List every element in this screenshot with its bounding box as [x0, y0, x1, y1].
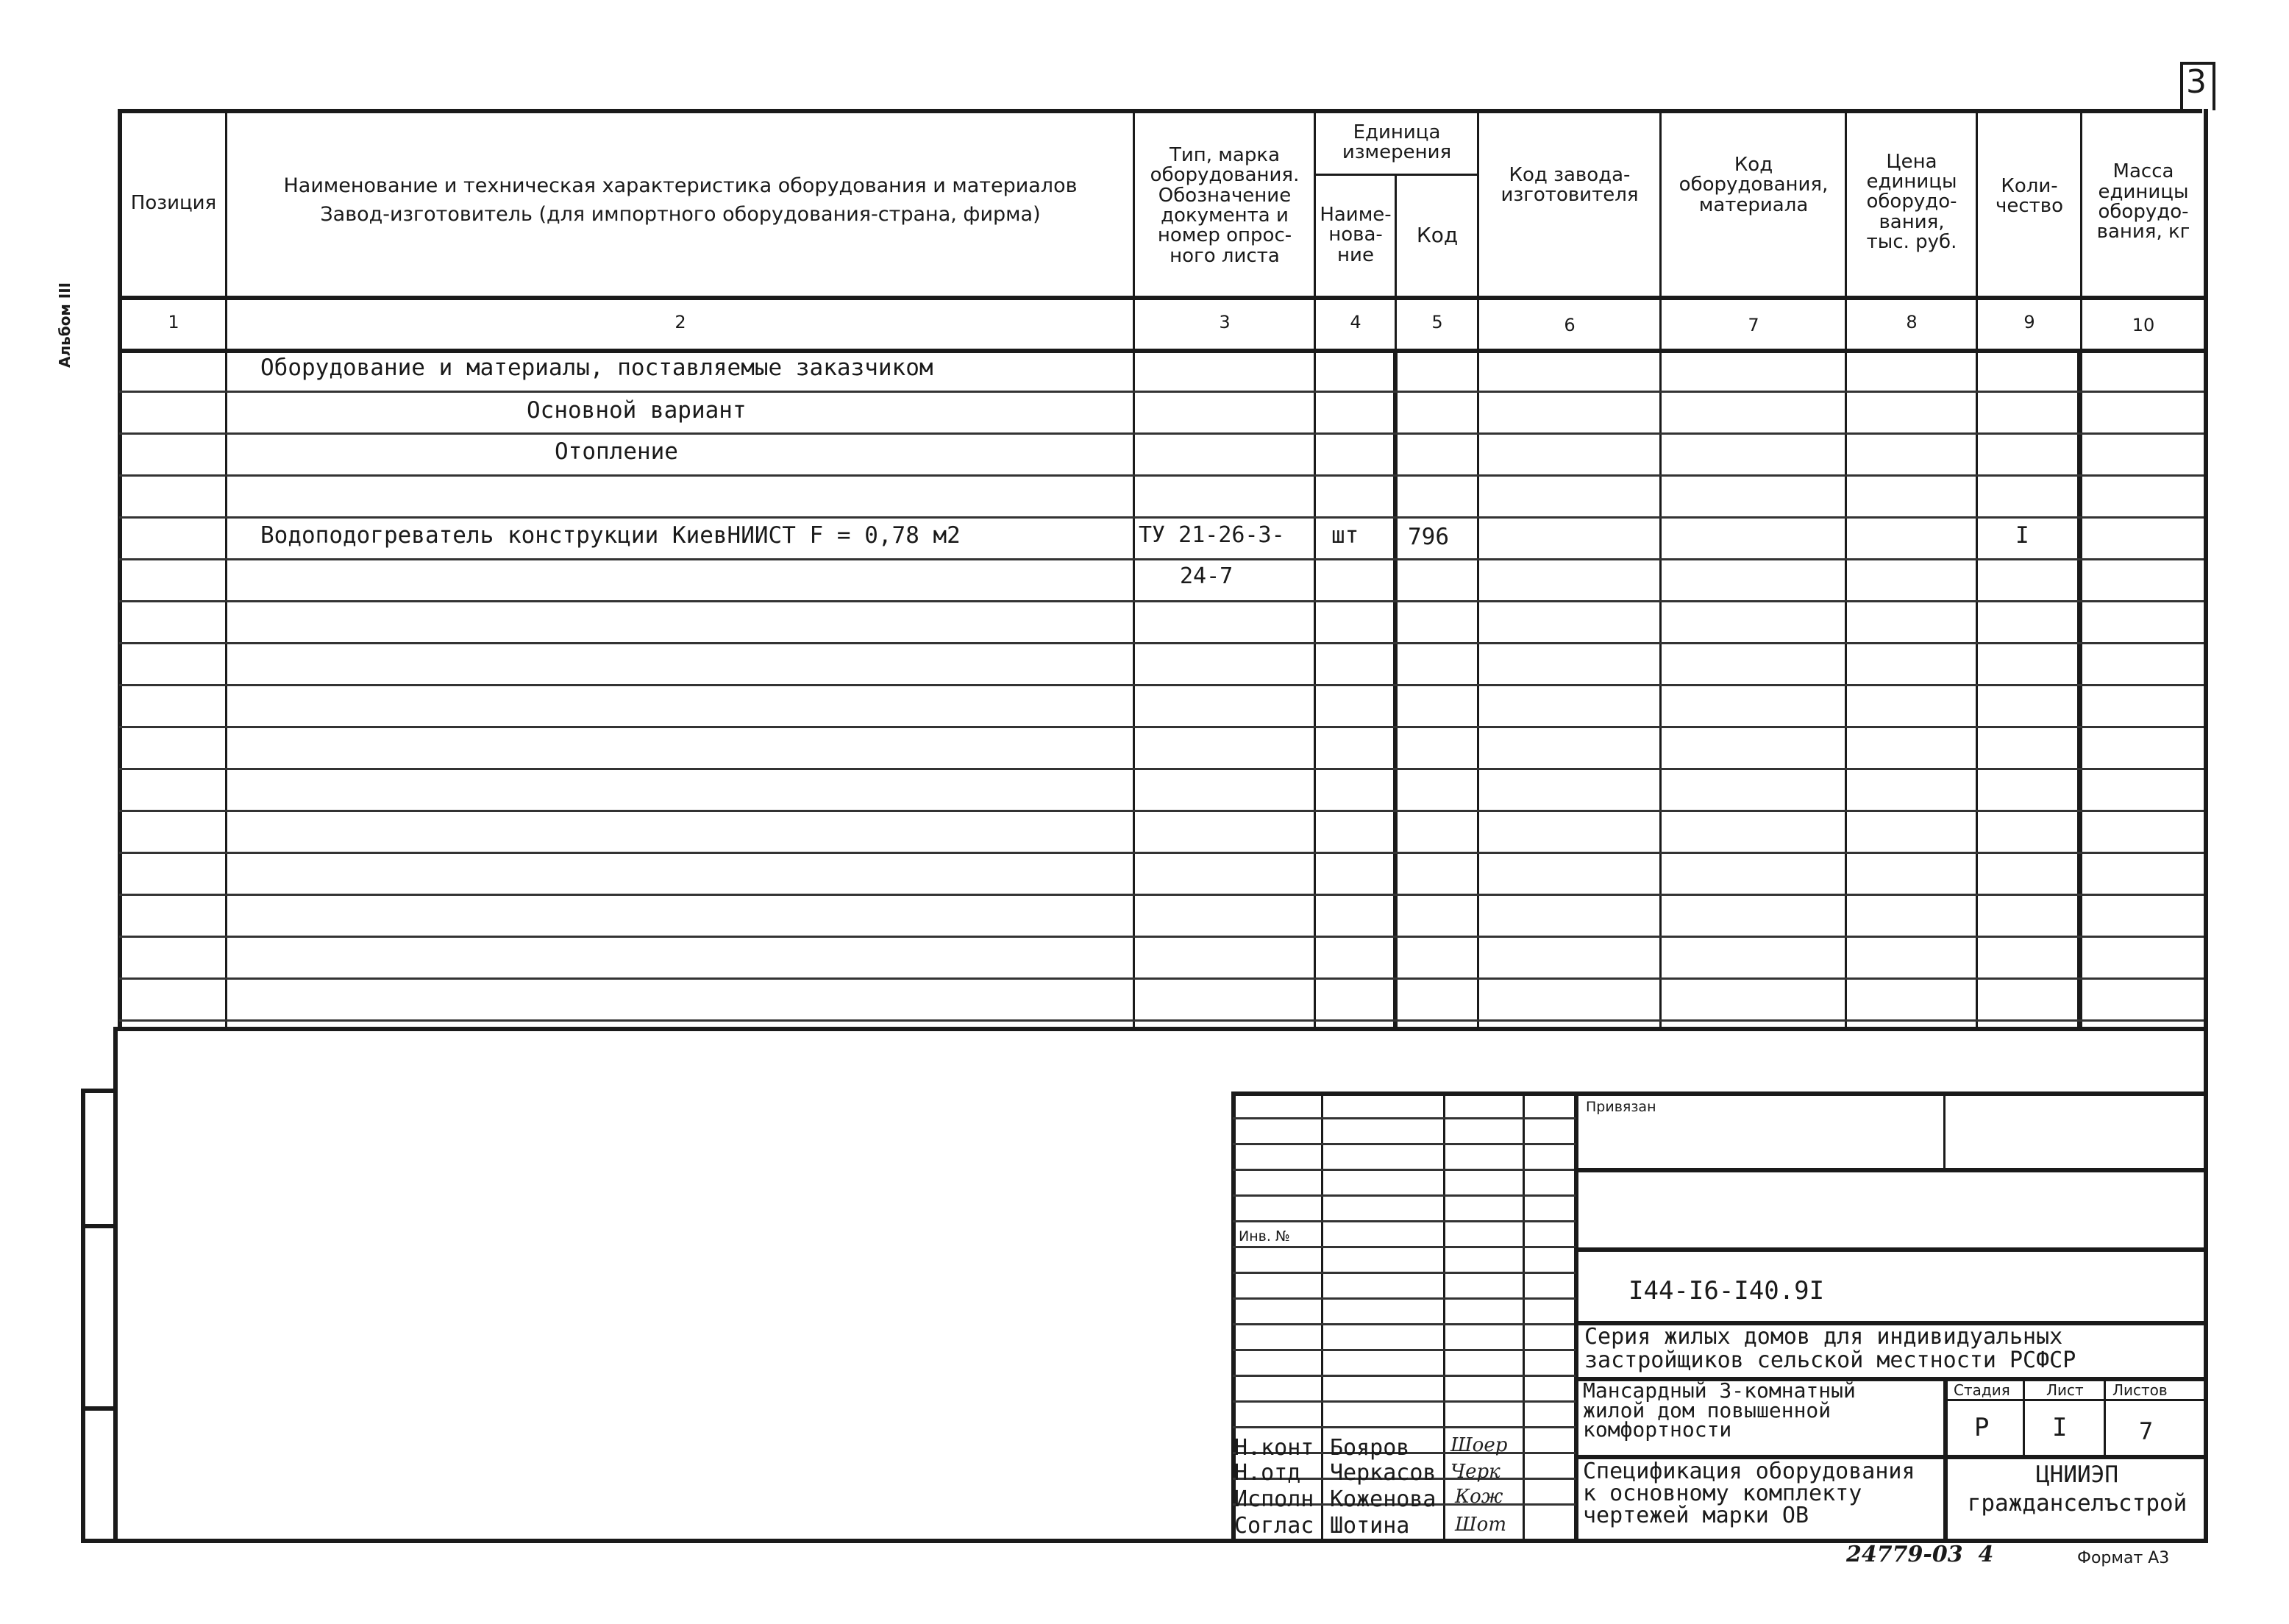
col-num: 2 [674, 312, 686, 332]
col-header-name: Наименование и техническая характеристика оборудования и материалов Завод-изготовитель (для импортного оборудования-страна, фирма) [283, 174, 1078, 226]
col-num: 9 [2023, 312, 2035, 332]
role: Соглас [1234, 1513, 1314, 1539]
row-item-name: Водоподогреватель конструкции КиевНИИСТ F = 0,78 м2 [260, 522, 961, 549]
document-title: Спецификация оборудования к основному комплекту чертежей марки ОВ [1583, 1459, 1915, 1528]
inv-number-label: Инв. № [1239, 1228, 1290, 1244]
title-block-row-line [1233, 1220, 1576, 1222]
col-header-price: Цена единицы оборудо- вания, тыс. руб. [1866, 150, 1957, 253]
title-block-row-line [1233, 1375, 1576, 1377]
title-block-row-line [1233, 1272, 1576, 1274]
row-line [119, 516, 2204, 519]
title-block-row-line [1233, 1297, 1576, 1300]
row-line [119, 558, 2204, 560]
series-title: Серия жилых домов для индивидуальных застройщиков сельской местности РСФСР [1584, 1324, 2076, 1373]
signature: Черк [1450, 1461, 1501, 1483]
row-item-unit: шт [1331, 522, 1359, 549]
col-header-factory-code: Код завода- изготовителя [1501, 163, 1639, 206]
col-num: 6 [1564, 315, 1576, 335]
col-header-unit-group: Единица измерения [1342, 121, 1452, 163]
col-num: 3 [1219, 312, 1231, 332]
sheets-value: 7 [2139, 1417, 2154, 1445]
row-line [119, 432, 2204, 435]
privyazan-label: Привязан [1586, 1099, 1656, 1115]
col-num: 4 [1350, 312, 1361, 332]
row-line [119, 642, 2204, 644]
col-num: 8 [1906, 312, 1918, 332]
row-line [119, 936, 2204, 938]
row-line [119, 977, 2204, 980]
title-block-row-line [1233, 1426, 1576, 1428]
col-header-equipment-code: Код оборудования, материала [1679, 154, 1829, 216]
footer-format: Формат А3 [2077, 1549, 2170, 1567]
col-num: 5 [1431, 312, 1443, 332]
title-block-row-line [1233, 1117, 1576, 1119]
sheet-value: I [2052, 1413, 2068, 1442]
col-header-unit-name: Наиме- нова- ние [1320, 204, 1392, 266]
col-header-unit-code: Код [1416, 223, 1459, 248]
person-name: Шотина [1330, 1513, 1410, 1539]
col-num: 7 [1748, 315, 1759, 335]
row-line [119, 894, 2204, 896]
title-block-row-line [1233, 1246, 1576, 1248]
row-item-qty: I [2015, 522, 2029, 549]
sheet-label: Лист [2046, 1381, 2084, 1399]
row-line [119, 474, 2204, 477]
row-line [119, 684, 2204, 686]
person-name: Коженова [1330, 1486, 1437, 1512]
title-block-row-line [1233, 1143, 1576, 1145]
document-code: I44-I6-I40.9I [1628, 1276, 1825, 1306]
col-header-mass: Масса единицы оборудо- вания, кг [2096, 160, 2190, 243]
row-line [119, 810, 2204, 812]
row-line [119, 768, 2204, 770]
row-line [119, 726, 2204, 728]
row-line [119, 852, 2204, 854]
row-item-code: 796 [1408, 524, 1449, 550]
row-line [119, 1019, 2204, 1022]
col-header-position: Позиция [130, 192, 217, 215]
row-item-type: ТУ 21-26-3- [1139, 522, 1285, 548]
title-block-row-line [1233, 1194, 1576, 1197]
sheet-number: 3 [2186, 63, 2207, 101]
stage-value: Р [1974, 1413, 1990, 1442]
row-heating: Отопление [555, 438, 678, 465]
signature: Шот [1455, 1514, 1506, 1536]
title-block-row-line [1233, 1169, 1576, 1171]
building-description: Мансардный 3-комнатный жилой дом повышенной комфортности [1583, 1378, 1856, 1442]
row-item-type-cont: 24-7 [1180, 563, 1234, 589]
title-block-row-line [1233, 1323, 1576, 1325]
organization: ЦНИИЭП гражданселъстрой [1967, 1461, 2187, 1517]
row-line [119, 391, 2204, 393]
title-block-row-line [1233, 1400, 1576, 1403]
stage-label: Стадия [1954, 1381, 2010, 1399]
col-header-quantity: Коли- чество [1995, 174, 2064, 217]
row-line [119, 600, 2204, 602]
row-section-title: Оборудование и материалы, поставляемые заказчиком [260, 355, 933, 381]
side-album-label: Альбом III [56, 282, 74, 368]
role: Н.отд [1234, 1460, 1301, 1486]
signature: Шоер [1450, 1434, 1508, 1456]
col-header-type: Тип, марка оборудования. Обозначение документа и номер опрос- ного листа [1150, 144, 1300, 267]
sheets-label: Листов [2112, 1381, 2168, 1399]
person-name: Черкасов [1330, 1460, 1437, 1486]
footer-number: 24779-03 4 [1846, 1542, 1994, 1567]
signature: Кож [1455, 1486, 1503, 1508]
role: Исполн [1234, 1486, 1314, 1512]
role: Н.конт [1234, 1435, 1314, 1461]
person-name: Бояров [1330, 1435, 1410, 1461]
col-num: 10 [2132, 315, 2155, 335]
col-num: 1 [168, 312, 179, 332]
title-block-row-line [1233, 1349, 1576, 1351]
row-variant: Основной вариант [527, 397, 747, 424]
